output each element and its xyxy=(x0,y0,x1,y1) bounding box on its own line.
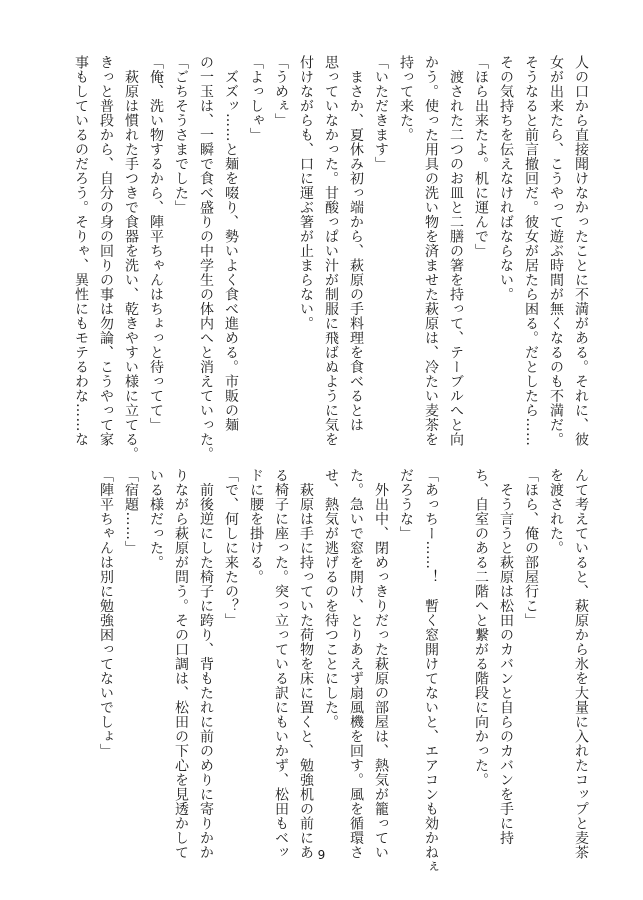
text-line: 「いただきます」 xyxy=(373,55,389,171)
text-line: 「あっちー……！ 暫く窓開けてないと、エアコンも効かねぇ xyxy=(423,468,439,874)
text-line: まさか、夏休み初っ端から、萩原の手料理を食べるとは xyxy=(348,55,364,432)
text-line: 「で、何しに来たの？」 xyxy=(223,468,239,628)
page-number: 9 xyxy=(317,848,326,862)
text-line: 「ごちそうさまでした」 xyxy=(173,55,189,215)
text-line: りながら萩原が問う。その口調は、松田の下心を見透かして xyxy=(173,468,189,860)
text-line: 「うめぇ」 xyxy=(273,55,289,128)
text-line: た。急いで窓を開け、とりあえず扇風機を回す。風を循環さ xyxy=(348,468,364,860)
text-line: 「よっしゃ」 xyxy=(248,55,264,142)
text-line: 外出中、閉めっきりだった萩原の部屋は、熱気が籠ってい xyxy=(373,468,389,860)
text-line: ズズッ……と麺を啜り、勢いよく食べ進める。市販の麺 xyxy=(223,55,239,432)
text-line: かう。使った用具の洗い物を済ませた萩原は、冷たい麦茶を xyxy=(423,55,439,447)
text-line: 人の口から直接聞けなかったことに不満がある。それに、彼 xyxy=(573,55,589,447)
text-line: だろうな」 xyxy=(398,468,414,541)
text-line: 「ほら、俺の部屋行こ」 xyxy=(523,468,539,628)
text-line: 萩原は慣れた手つきで食器を洗い、乾きやすい様に立てる。 xyxy=(123,55,139,461)
text-line: 「陣平ちゃんは別に勉強困ってないでしょ」 xyxy=(98,468,114,758)
text-line: そう言うと萩原は松田のカバンと自らのカバンを手に持 xyxy=(498,468,514,845)
text-line: せ、熱気が逃げるのを待つことにした。 xyxy=(323,468,339,729)
text-line: ち、自室のある二階へと繋がる階段に向かった。 xyxy=(473,468,489,787)
text-line: その気持ちを伝えなければならない。 xyxy=(498,55,514,302)
text-line: る椅子に座った。突っ立っている訳にもいかず、松田もベッ xyxy=(273,468,289,860)
text-line: 女が出来たら、こうやって遊ぶ時間が無くなるのも不満だ。 xyxy=(548,55,564,447)
text-line: 「宿題……」 xyxy=(123,468,139,555)
text-line: 「ほら出来たよ。机に運んで」 xyxy=(473,55,489,258)
text-line: そうなると前言撤回だ。彼女が居たら困る。だとしたら…… xyxy=(523,55,539,447)
text-block-bottom xyxy=(93,468,593,874)
text-line: 前後逆にした椅子に跨り、背もたれに前のめりに寄りかか xyxy=(198,468,214,860)
text-line: の一玉は、一瞬で食べ盛りの中学生の体内へと消えていった。 xyxy=(198,55,214,461)
text-line: 事もしているのだろう。そりゃ、異性にもモテるわな……な xyxy=(73,55,89,447)
text-line: きっと普段から、自分の身の回りの事は勿論、こうやって家 xyxy=(98,55,114,447)
text-line: を渡された。 xyxy=(548,468,564,555)
text-line: 持って来た。 xyxy=(398,55,414,142)
text-line xyxy=(443,468,468,858)
text-line: 「俺、洗い物するから、陣平ちゃんはちょっと待ってて」 xyxy=(148,55,164,432)
text-line: 渡された二つのお皿と二膳の箸を持って、テーブルへと向 xyxy=(448,55,464,447)
text-line: 思っていなかった。甘酸っぱい汁が制服に飛ばぬように気を xyxy=(323,55,339,447)
text-block-top xyxy=(68,55,593,461)
text-line: いる様だった。 xyxy=(148,468,164,570)
text-line: 萩原は手に持っていた荷物を床に置くと、勉強机の前にあ xyxy=(298,468,314,860)
text-line: んて考えていると、萩原から氷を大量に入れたコップと麦茶 xyxy=(573,468,589,860)
text-line: 付けながらも、口に運ぶ箸が止まらない。 xyxy=(298,55,314,331)
text-line: ドに腰を掛ける。 xyxy=(248,468,264,584)
